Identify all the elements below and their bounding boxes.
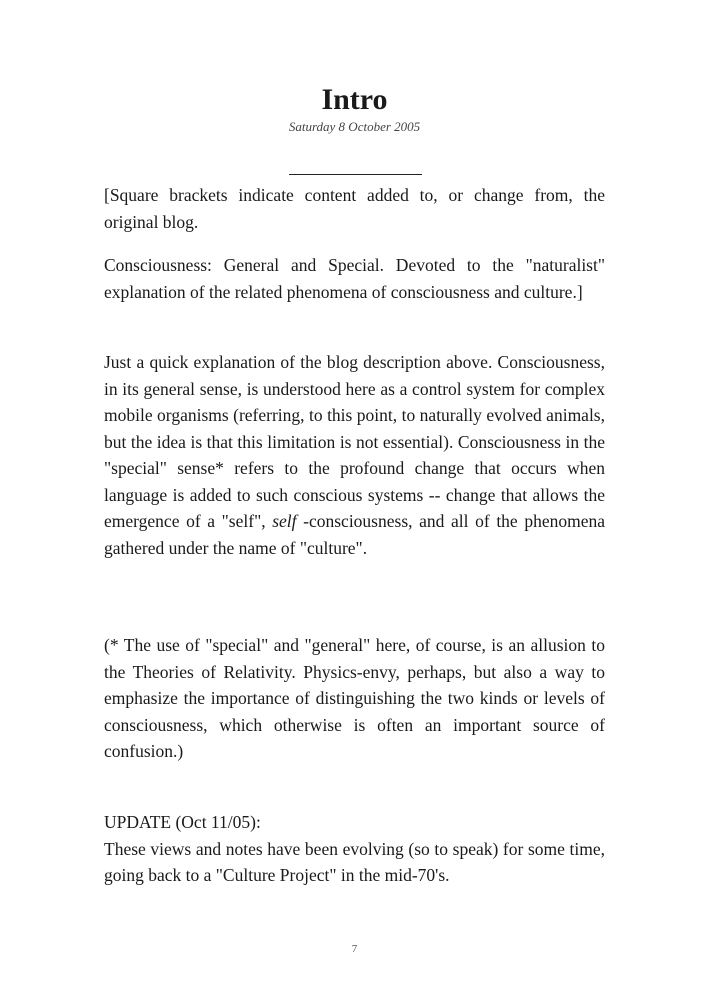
paragraph-text: (* The use of "special" and "general" here, of course, is an allusion to the Theories of Relativity. Physics-envy, perhaps, but also a way to emphasize the importance of distinguishing the two kinds or levels of consciousness, which otherwise is often an important source of confusion.) <box>104 635 605 761</box>
paragraph-blog-description <box>104 252 605 305</box>
paragraph-text: [Square brackets indicate content added to, or change from, the original blog. <box>104 185 605 232</box>
title-divider <box>289 174 422 175</box>
update-section <box>104 809 605 889</box>
page-number: 7 <box>351 943 358 955</box>
paragraph-text: Consciousness: General and Special. Devoted to the "naturalist" explanation of the related phenomena of consciousness and culture.] <box>104 255 605 302</box>
paragraph-explanation <box>104 349 605 561</box>
paragraph-text: These views and notes have been evolving (so to speak) for some time, going back to a "Culture Project" in the mid-70's. <box>104 838 605 885</box>
paragraph-text <box>104 349 605 561</box>
paragraph-editorial-note <box>104 182 605 235</box>
page-title: Intro <box>321 83 388 116</box>
text-run: Just a quick explanation of the blog description above. Consciousness, in its general sense, is understood here as a control system for complex mobile organisms (referring, to this point, to naturally evolved animals, but the idea is that this limitation is not essential). Consciousness in the "special" sense* refers to the profound change that occurs when language is added to such conscious systems -- change that allows the emergence of a "self", <box>104 352 605 531</box>
post-date: Saturday 8 October 2005 <box>288 119 421 134</box>
update-heading: UPDATE (Oct 11/05): <box>104 812 261 832</box>
text-run: -consciousness, and all of the phenomena gathered under the name of "culture". <box>104 511 605 558</box>
italic-word: self <box>272 511 297 531</box>
paragraph-footnote <box>104 632 605 765</box>
